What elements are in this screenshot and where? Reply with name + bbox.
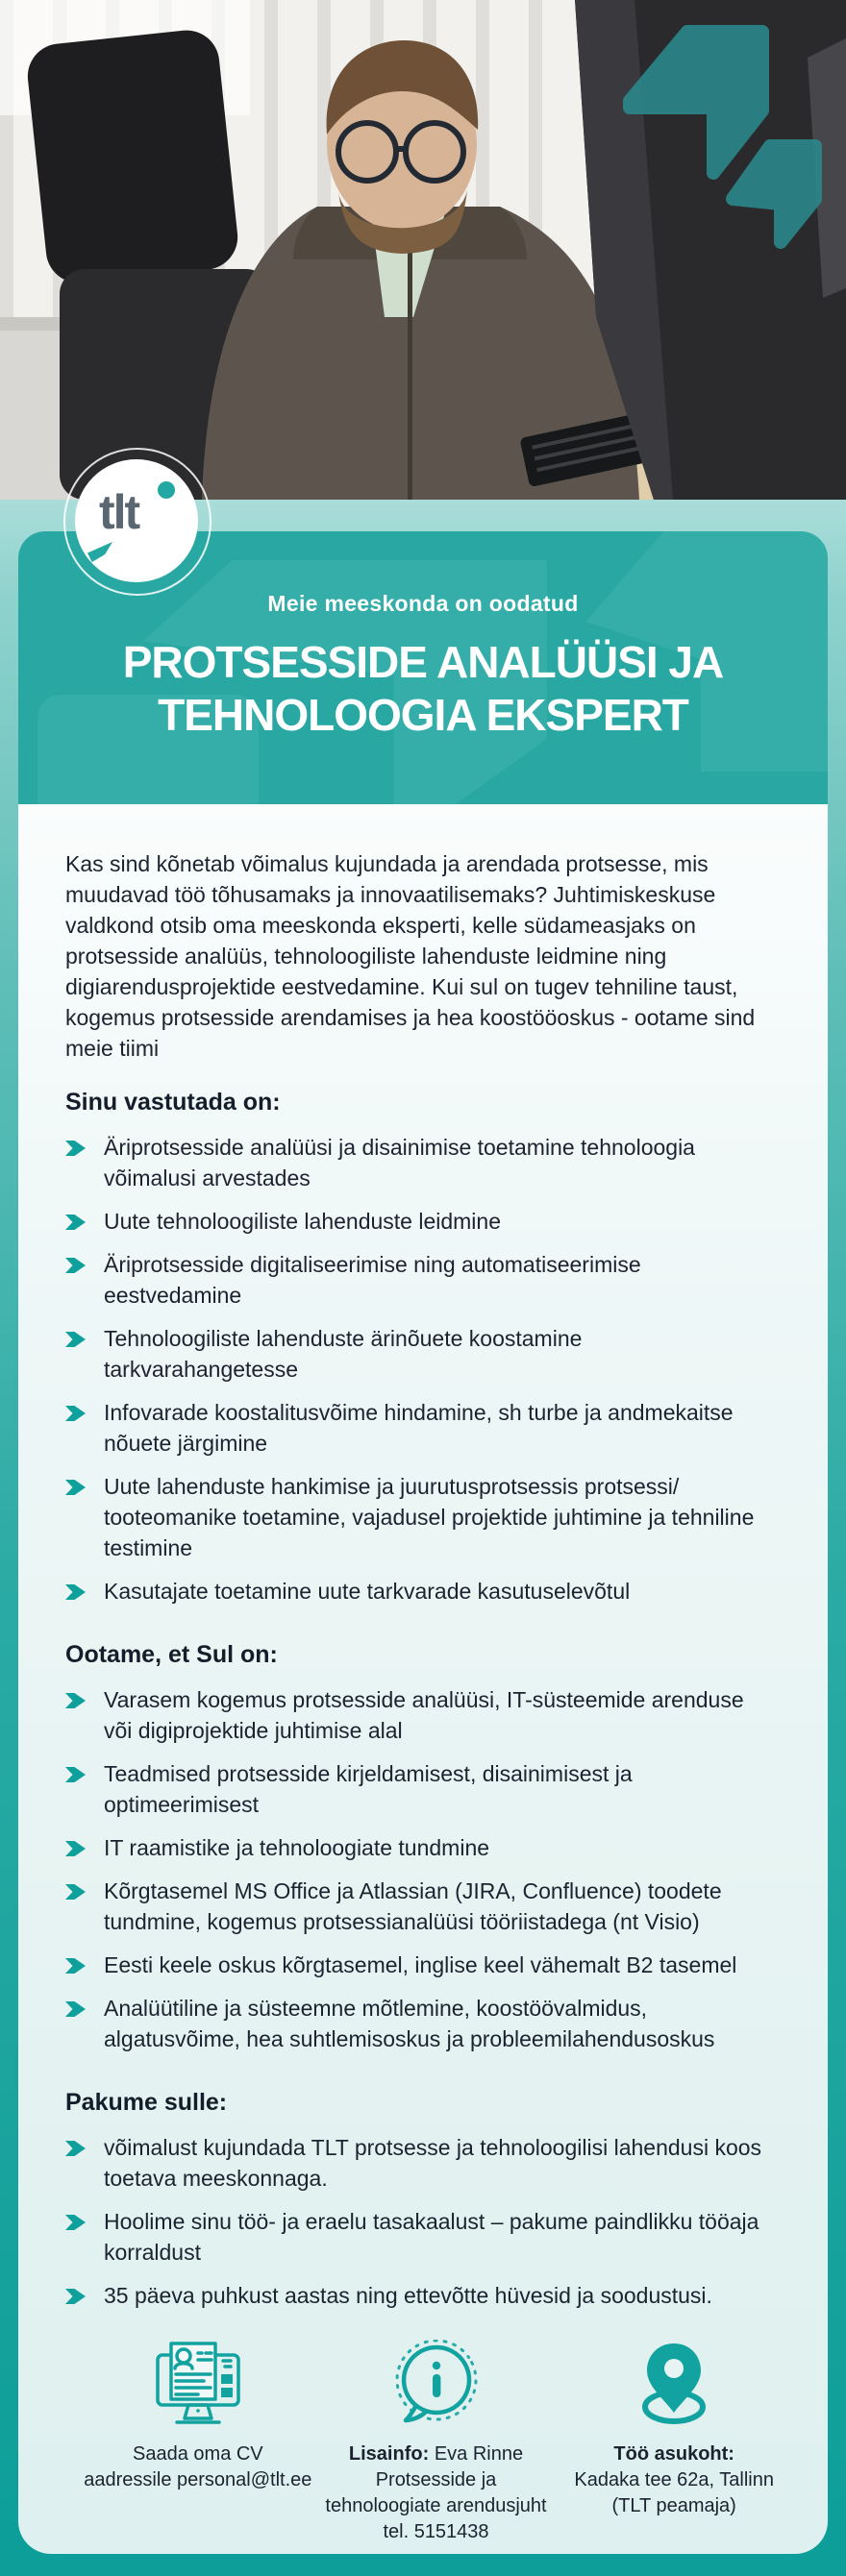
section-title-expectations: Ootame, et Sul on:: [65, 1641, 278, 1668]
cv-monitor-icon: [79, 2340, 317, 2428]
list-item: Infovarade koostalitusvõime hindamine, sh turbe ja andmekaitse nõuete järgimine: [65, 1397, 799, 1459]
location-pin-icon: [555, 2340, 793, 2428]
footer: [65, 2340, 799, 2545]
intro-paragraph: Kas sind kõnetab võimalus kujundada ja arendada protsesse, mis muudavad töö tõhusamaks ja innovaatilisemaks? Juhtimiskeskuse valdkond otsib oma meeskonda eksperti, kelle südameasjaks on protsesside analüüs, tehnoloogiliste lahenduste leidmine ning digiarendusprojektide eestvedamine. Kui sul on tugev tehniline taust, kogemus protsesside arendamises ja hea koostööoskus - ootame sind meie tiimi: [65, 851, 756, 1061]
section-title-offer: Pakume sulle:: [65, 2089, 228, 2116]
list-item: Äriprotsesside digitaliseerimise ning automatiseerimise eestvedamine: [65, 1249, 799, 1311]
chevron-bullet-icon: [65, 1406, 86, 1421]
list-item: võimalust kujundada TLT protsesse ja tehnoloogilisi lahendusi koos toetava meeskonnaga.: [65, 2132, 799, 2194]
info-line2: Protsesside ja: [375, 2469, 497, 2490]
info-line3: tehnoloogiate arendusjuht: [325, 2495, 547, 2516]
list-item: Varasem kogemus protsesside analüüsi, IT-süsteemide arenduse või digiprojektide juhtimise alal: [65, 1684, 799, 1746]
chevron-bullet-icon: [65, 2289, 86, 2304]
section-title-responsibilities: Sinu vastutada on:: [65, 1089, 281, 1116]
office-photo: [0, 0, 846, 500]
location-label: Töö asukoht:: [613, 2443, 734, 2465]
location-building: (TLT peamaja): [611, 2495, 736, 2516]
chevron-bullet-icon: [65, 1767, 86, 1782]
list-item: Teadmised protsesside kirjeldamisest, disainimisest ja optimeerimisest: [65, 1758, 799, 1820]
list-item: Kõrgtasemel MS Office ja Atlassian (JIRA, Confluence) toodete tundmine, kogemus protsessianalüüsi tööriistadega (nt Visio): [65, 1876, 799, 1937]
chevron-bullet-icon: [65, 1841, 86, 1856]
list-item: Eesti keele oskus kõrgtasemel, inglise keel vähemalt B2 tasemel: [65, 1950, 799, 1980]
tlt-logo: [75, 459, 198, 582]
content-card: [18, 804, 828, 2554]
tlt-logo-dot-icon: [158, 481, 175, 499]
info-bubble-icon: [317, 2340, 556, 2428]
chevron-bullet-icon: [65, 2215, 86, 2230]
list-item: IT raamistike ja tehnoloogiate tundmine: [65, 1832, 799, 1863]
footer-info-column: [317, 2340, 556, 2545]
job-title-line2: TEHNOLOOGIA EKSPERT: [158, 690, 688, 740]
content-column: [18, 531, 828, 2554]
chevron-bullet-icon: [65, 2141, 86, 2156]
list-item: Kasutajate toetamine uute tarkvarade kasutuselevõtul: [65, 1576, 799, 1607]
list-item: Analüütiline ja süsteemne mõtlemine, koostöövalmidus, algatusvõime, hea suhtlemisoskus ja probleemilahendusoskus: [65, 1993, 799, 2054]
list-item: Hoolime sinu töö- ja eraelu tasakaalust – pakume paindlikku tööaja korraldust: [65, 2206, 799, 2268]
expectations-list: [65, 1684, 799, 2054]
chevron-bullet-icon: [65, 1693, 86, 1708]
cv-email-line[interactable]: aadressile personal@tlt.ee: [84, 2469, 312, 2490]
info-label-line: [317, 2441, 556, 2467]
list-item: 35 päeva puhkust aastas ning ettevõtte hüvesid ja soodustusi.: [65, 2280, 799, 2311]
offer-list: [65, 2132, 799, 2311]
info-phone: tel. 5151438: [383, 2521, 489, 2542]
tlt-logo-comma-icon: [87, 542, 112, 562]
chevron-bullet-icon: [65, 1214, 86, 1230]
chevron-bullet-icon: [65, 1584, 86, 1600]
location-address: Kadaka tee 62a, Tallinn: [574, 2469, 774, 2490]
chevron-bullet-icon: [65, 1258, 86, 1273]
list-item: Uute tehnoloogiliste lahenduste leidmine: [65, 1206, 799, 1237]
chevron-bullet-icon: [65, 1480, 86, 1495]
chevron-bullet-icon: [65, 1958, 86, 1974]
tlt-logo-text: tlt: [99, 485, 139, 539]
responsibilities-list: [65, 1132, 799, 1607]
list-item: Tehnoloogiliste lahenduste ärinõuete koostamine tarkvarahangetesse: [65, 1323, 799, 1385]
list-item: Uute lahenduste hankimise ja juurutusprotsessis protsessi/ tooteomanike toetamine, vajadusel projektide juhtimine ja tehniline testimine: [65, 1471, 799, 1563]
eyebrow-text: Meie meeskonda on oodatud: [267, 591, 579, 616]
office-photo-illustration: [0, 0, 846, 500]
list-item: Äriprotsesside analüüsi ja disainimise toetamine tehnoloogia võimalusi arvestades: [65, 1132, 799, 1193]
footer-location-column: [555, 2340, 793, 2545]
chevron-bullet-icon: [65, 1332, 86, 1347]
job-title: [18, 636, 828, 742]
footer-cv-column: [79, 2340, 317, 2545]
chevron-bullet-icon: [65, 1141, 86, 1156]
chevron-bullet-icon: [65, 2001, 86, 2017]
info-contact-name: Eva Rinne: [434, 2443, 524, 2465]
info-label: Lisainfo:: [348, 2443, 430, 2465]
job-title-line1: PROTSESSIDE ANALÜÜSI JA: [122, 637, 724, 687]
chevron-bullet-icon: [65, 1884, 86, 1900]
cv-line1: Saada oma CV: [133, 2443, 263, 2465]
